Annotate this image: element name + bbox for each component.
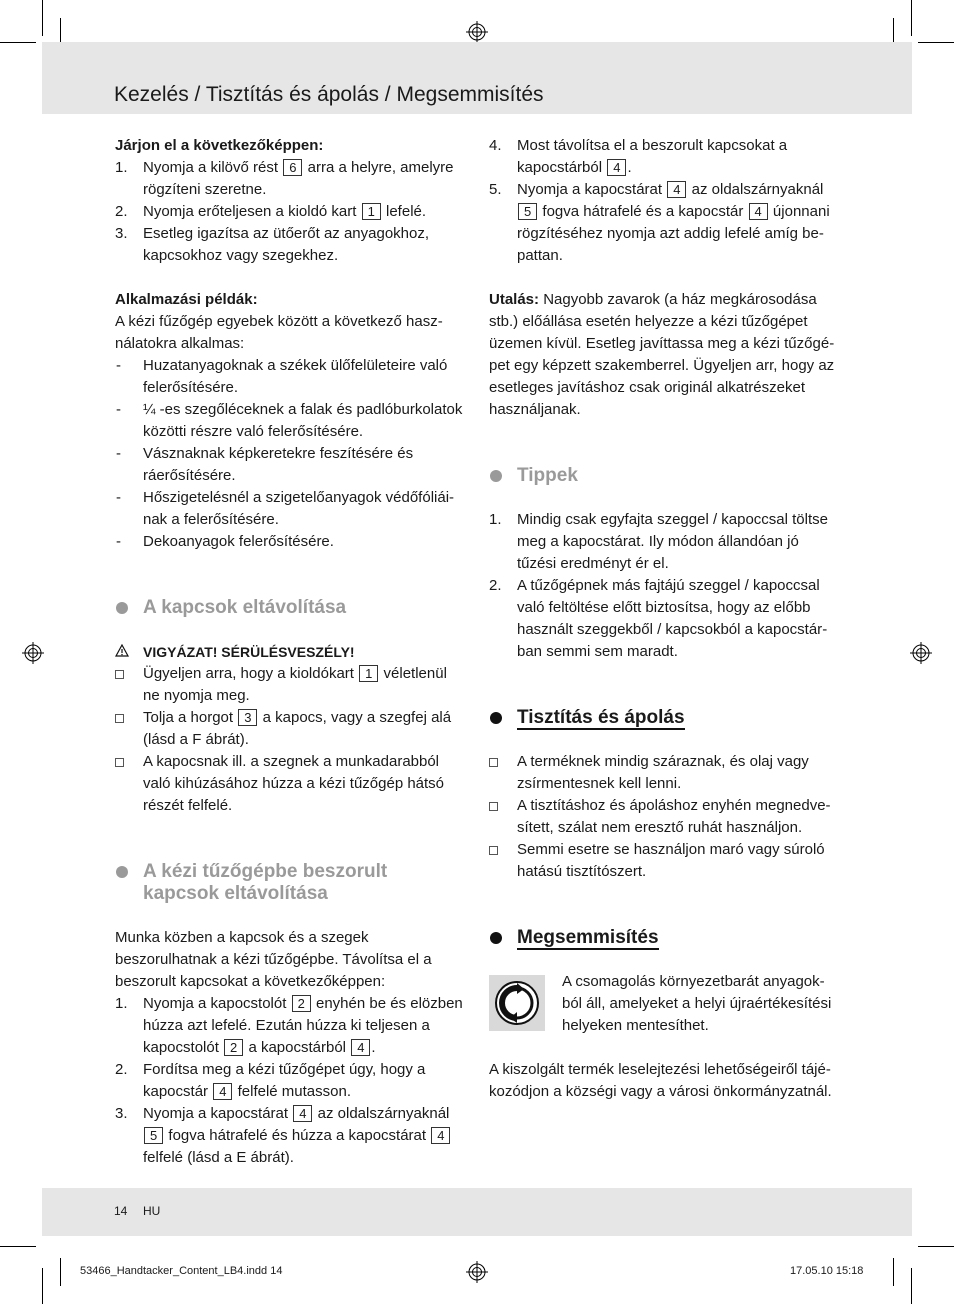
packaging-disposal: [489, 971, 839, 1037]
part-reference: 4: [431, 1127, 450, 1144]
list-item: 2. Nyomja erőteljesen a kioldó kart 1 lefelé.: [115, 203, 427, 220]
list-item: - Hőszigetelésnél a szigetelőanyagok védőfóliáinak a felerősítésére.: [116, 489, 455, 528]
checkbox-bullet-icon: [115, 758, 124, 767]
language-code: HU: [143, 1204, 161, 1218]
green-dot-recycling-logo: [489, 975, 545, 1031]
list-item: 4. Most távolítsa el a beszorult kapcsokat a kapocstárból 4 .: [489, 137, 788, 176]
cleaning-list: [489, 751, 839, 883]
left-column: [115, 135, 467, 1169]
intro-steps: [115, 157, 467, 267]
bullet-icon: [116, 602, 128, 614]
part-reference: 2: [292, 995, 311, 1012]
list-item: - Huzatanyagoknak a székek ülőfelületeire való felerősítésére.: [116, 357, 448, 396]
list-item: 5. Nyomja a kapocstárat 4 az oldalszárnyaknál 5 fogva hátrafelé és a kapocstár 4 újonnani rögzítéséhez nyomja azt addig lefelé amíg bepattan.: [489, 181, 830, 264]
part-reference: 4: [351, 1039, 370, 1056]
part-reference: 4: [607, 159, 626, 176]
footer-band: [42, 1188, 912, 1236]
part-reference: 6: [283, 159, 302, 176]
part-reference: 4: [749, 203, 768, 220]
page-number: 14: [114, 1204, 128, 1218]
section-heading-disposal: Megsemmisítés: [489, 927, 839, 949]
tips-list: [489, 509, 839, 663]
checkbox-bullet-icon: [115, 670, 124, 679]
bullet-icon: [490, 932, 502, 944]
jam-intro: Munka közben a kapcsok és a szegek beszorulhatnak a kézi tűzőgépbe. Távolítsa el a beszorult kapcsokat a következőképpen:: [115, 929, 432, 990]
list-item: A terméknek mindig száraznak, és olaj vagy zsírmentesnek kell lenni.: [489, 751, 839, 795]
section-heading-cleaning: Tisztítás és ápolás: [489, 707, 839, 729]
list-item: A kapocsnak ill. a szegnek a munkadarabból való kihúzásához húzza a kézi tűzőgép hátsó részét felfelé.: [115, 751, 467, 817]
checkbox-bullet-icon: [115, 714, 124, 723]
registration-mark-icon: [910, 642, 932, 664]
crop-mark: [0, 1246, 36, 1247]
part-reference: 2: [224, 1039, 243, 1056]
list-item: 1. Nyomja a kilövő rést 6 arra a helyre, amelyre rögzíteni szeretne.: [115, 159, 454, 198]
remove-list: [115, 663, 467, 817]
crop-mark: [918, 42, 954, 43]
list-item: - Dekoanyagok felerősítésére.: [116, 533, 334, 550]
crop-mark: [911, 1268, 912, 1304]
list-item: - ¼ -es szegőléceknek a falak és padlóburkolatok közötti részre való felerősítésére.: [116, 401, 463, 440]
intro-heading: Járjon el a következőképpen:: [115, 137, 324, 154]
print-slug-file: 53466_Handtacker_Content_LB4.indd 14: [80, 1265, 283, 1277]
recycling-icon: [489, 975, 545, 1031]
note-paragraph: Utalás: Nagyobb zavarok (a ház megkárosodása stb.) előállása esetén helyezze a kézi tűzőgépet üzemen kívül. Esetleg javíttassa meg a kézi tűzőgépet egy képzett szakemberrel. Ügyeljen arr, hogy az esetleges javításhoz csak originál alkatrészeket használjanak.: [489, 291, 835, 418]
warning-triangle-icon: [115, 644, 129, 657]
registration-mark-icon: [466, 1261, 488, 1283]
page-title: Kezelés / Tisztítás és ápolás / Megsemmisítés: [114, 83, 544, 106]
product-disposal-text: A kiszolgált termék leselejtezési lehetőségeiről tájékozódjon a községi vagy a városi önkormányzatnál.: [489, 1061, 832, 1100]
crop-mark: [0, 42, 36, 43]
examples-heading: Alkalmazási példák:: [115, 291, 258, 308]
part-reference: 4: [667, 181, 686, 198]
note-label: Utalás:: [489, 291, 540, 308]
crop-mark: [42, 1268, 43, 1304]
list-item: 2. A tűzőgépnek más fajtájú szeggel / kapoccsal való feltöltése előtt biztosítsa, hogy az előbb használt szeggekből / kapcsokból a kapocstárban semmi sem maradt.: [489, 577, 828, 660]
jam-steps: [115, 993, 467, 1169]
crop-mark: [911, 0, 912, 36]
list-item: A tisztításhoz és ápoláshoz enyhén megnedvesített, szálat nem eresztő ruhát használjon.: [489, 795, 839, 839]
list-item: 3. Nyomja a kapocstárat 4 az oldalszárnyaknál 5 fogva hátrafelé és húzza a kapocstárat 4 felfelé (lásd a E ábrát).: [115, 1105, 450, 1166]
checkbox-bullet-icon: [489, 802, 498, 811]
part-reference: 4: [213, 1083, 232, 1100]
right-column: [489, 135, 839, 1103]
crop-mark: [918, 1246, 954, 1247]
list-item: Tolja a horgot 3 a kapocs, vagy a szegfej alá (lásd a F ábrát).: [115, 707, 467, 751]
print-slug-timestamp: 17.05.10 15:18: [790, 1265, 864, 1277]
checkbox-bullet-icon: [489, 758, 498, 767]
part-reference: 4: [293, 1105, 312, 1122]
examples-list: [115, 355, 467, 553]
bullet-icon: [490, 712, 502, 724]
packaging-text: A csomagolás környezetbarát anyagokból áll, amelyeket a helyi újraértékesítési helyeken mentesíthet.: [562, 973, 832, 1034]
section-heading-jam: A kézi tűzőgépbe beszorult kapcsok eltávolítása: [115, 861, 467, 905]
part-reference: 3: [238, 709, 257, 726]
list-item: Ügyeljen arra, hogy a kioldókart 1 véletlenül ne nyomja meg.: [115, 663, 467, 707]
list-item: - Vásznaknak képkeretekre feszítésére és ráerősítésére.: [116, 445, 414, 484]
part-reference: 1: [362, 203, 381, 220]
examples-intro: A kézi fűzőgép egyebek között a következő használatokra alkalmas:: [115, 313, 443, 352]
list-item: 1. Mindig csak egyfajta szeggel / kapoccsal töltse meg a kapocstárat. Ily módon állandóan jó tűzési eredményt ér el.: [489, 511, 828, 572]
section-heading-remove: A kapcsok eltávolítása: [115, 597, 467, 619]
crop-mark: [60, 1258, 61, 1286]
bullet-icon: [116, 866, 128, 878]
part-reference: 1: [359, 665, 378, 682]
jam-steps-continued: [489, 135, 839, 267]
checkbox-bullet-icon: [489, 846, 498, 855]
list-item: 3. Esetleg igazítsa az ütőerőt az anyagokhoz, kapcsokhoz vagy szegekhez.: [115, 225, 430, 264]
part-reference: 5: [518, 203, 537, 220]
crop-mark: [42, 0, 43, 36]
list-item: 2. Fordítsa meg a kézi tűzőgépet úgy, hogy a kapocstár 4 felfelé mutasson.: [115, 1061, 426, 1100]
registration-mark-icon: [22, 642, 44, 664]
list-item: 1. Nyomja a kapocstolót 2 enyhén be és elözben húzza azt lefelé. Ezután húzza ki teljesen a kapocstolót 2 a kapocstárból 4 .: [115, 995, 463, 1056]
part-reference: 5: [144, 1127, 163, 1144]
registration-mark-icon: [466, 21, 488, 43]
section-heading-tips: Tippek: [489, 465, 839, 487]
list-item: Semmi esetre se használjon maró vagy súroló hatású tisztítószert.: [489, 839, 839, 883]
warning-label: VIGYÁZAT! SÉRÜLÉSVESZÉLY!: [115, 641, 467, 663]
crop-mark: [893, 1258, 894, 1286]
bullet-icon: [490, 470, 502, 482]
